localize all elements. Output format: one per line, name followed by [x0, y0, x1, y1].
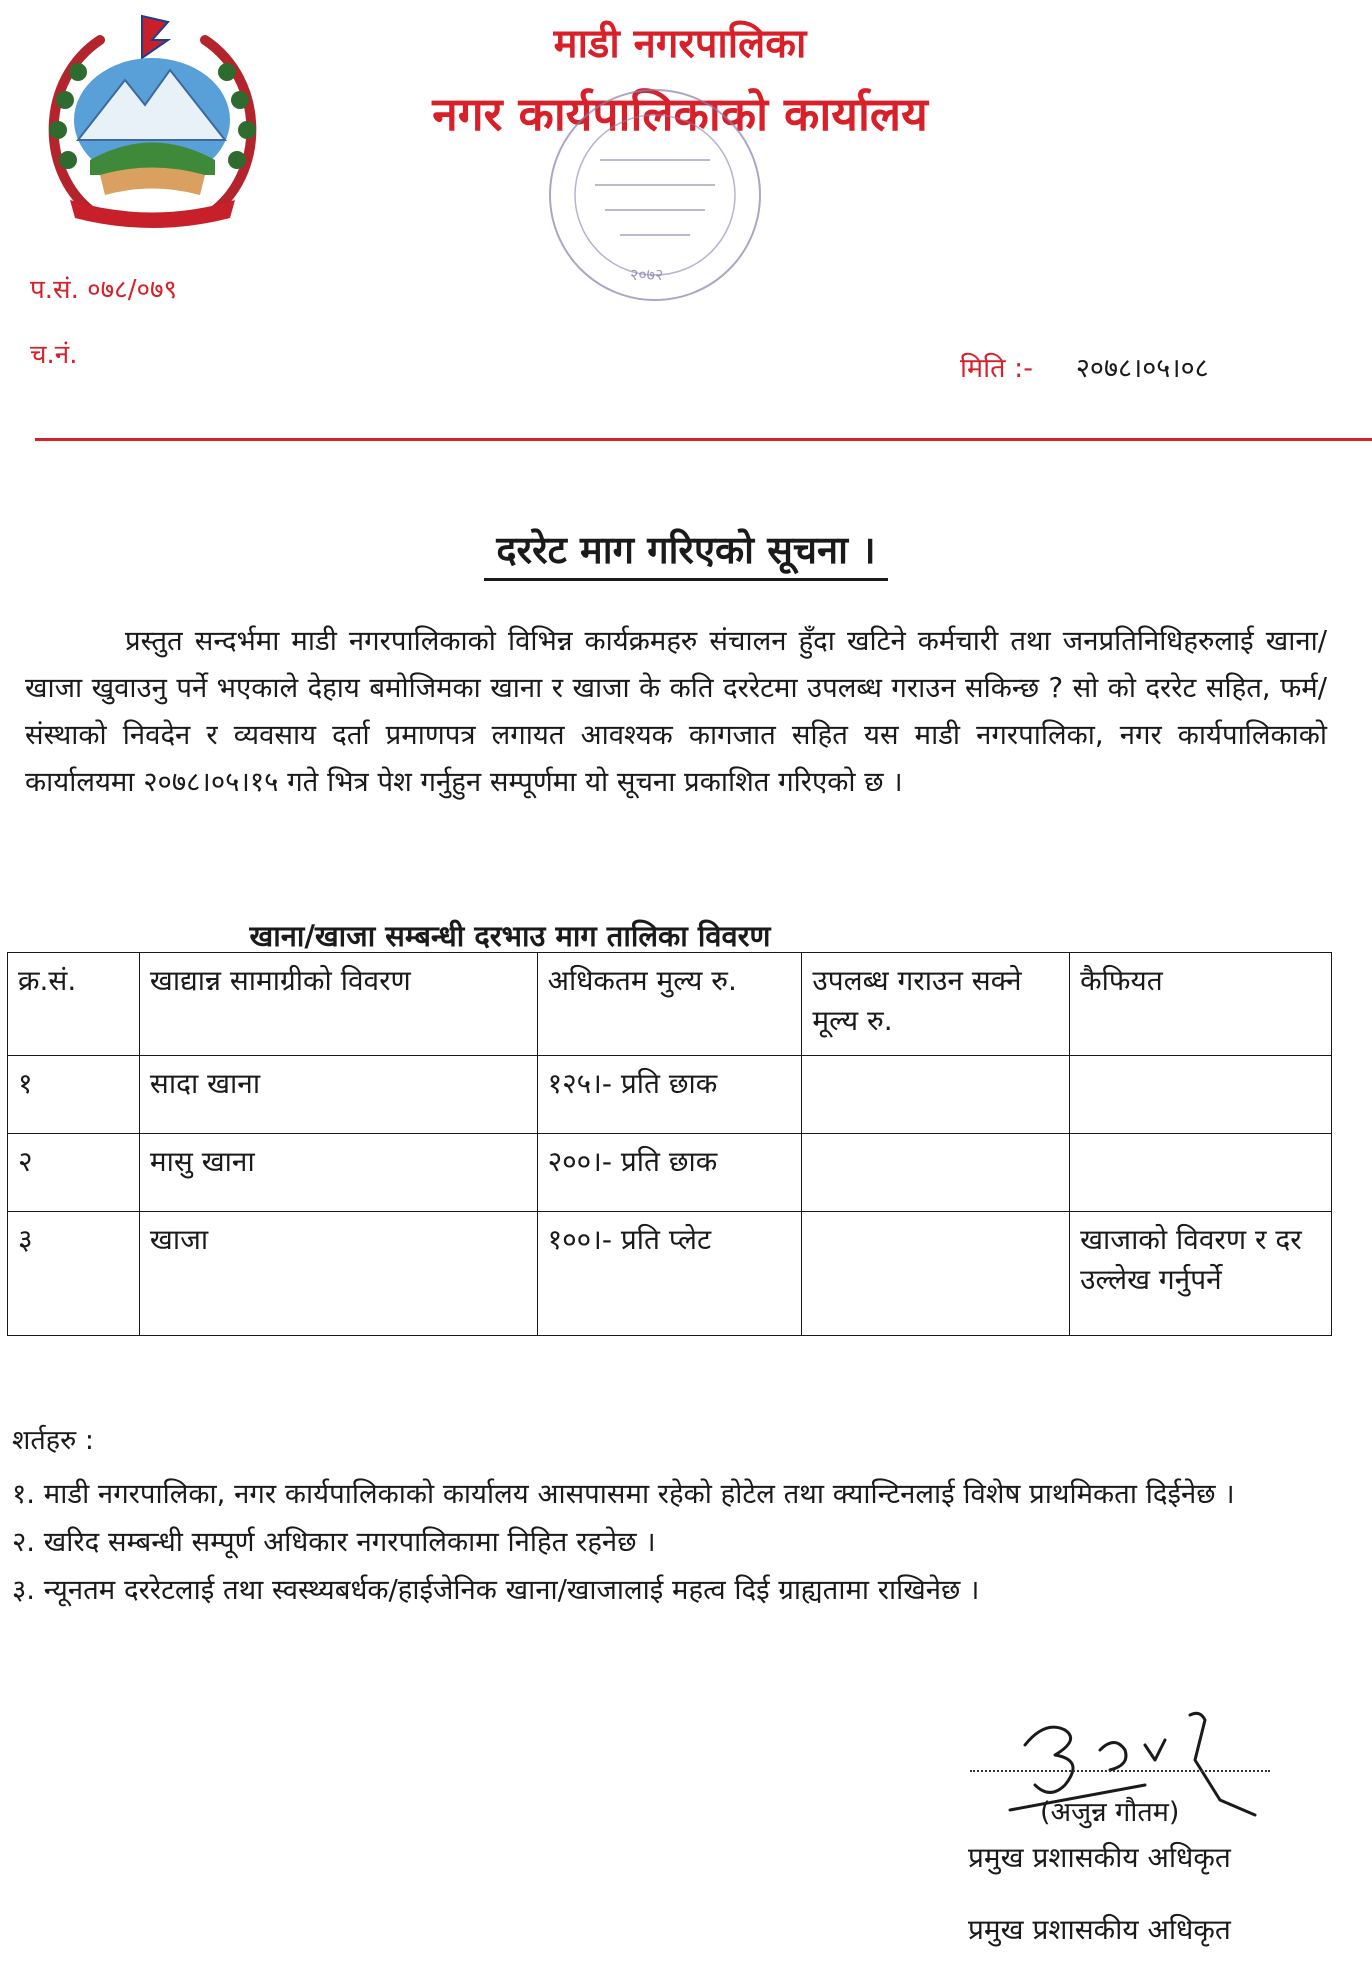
- header-item: खाद्यान्न सामाग्रीको विवरण: [139, 953, 537, 1056]
- cell-offer-price: [802, 1212, 1070, 1336]
- table-caption: खाना/खाजा सम्बन्धी दरभाउ माग तालिका विवरण: [249, 919, 771, 953]
- cell-remarks: खाजाको विवरण र दर उल्लेख गर्नुपर्ने: [1070, 1212, 1332, 1336]
- term-item: २. खरिद सम्बन्धी सम्पूर्ण अधिकार नगरपालिकामा निहित रहनेछ ।: [12, 1526, 656, 1558]
- cell-sn: २: [8, 1134, 140, 1212]
- date-value: २०७८।०५।०८: [1075, 353, 1209, 384]
- ref-label: प.सं.: [30, 275, 79, 305]
- signatory-name: (अजुन्न गौतम): [1040, 1797, 1180, 1828]
- nepal-government-emblem-icon: [30, 10, 275, 240]
- cn-label: च.नं.: [30, 340, 78, 370]
- office-title: नगर कार्यपालिकाको कार्यालय: [432, 87, 928, 141]
- svg-text:२०७२: २०७२: [630, 265, 664, 284]
- dispatch-number: [30, 335, 77, 371]
- cell-item: खाजा: [139, 1212, 537, 1336]
- office-seal-stamp: [520, 70, 790, 320]
- signature-line: [970, 1770, 1270, 1772]
- reference-number: [30, 270, 177, 306]
- cell-remarks: [1070, 1056, 1332, 1134]
- cell-item: मासु खाना: [139, 1134, 537, 1212]
- cell-offer-price: [802, 1134, 1070, 1212]
- cell-remarks: [1070, 1134, 1332, 1212]
- table-row: [8, 1212, 1332, 1336]
- cell-item: सादा खाना: [139, 1056, 537, 1134]
- office-name: माडी नगरपालिका: [553, 21, 807, 67]
- term-item: ३. न्यूनतम दररेटलाई तथा स्वस्थ्यबर्धक/हाईजेनिक खाना/खाजालाई महत्व दिई ग्राह्यतामा राखिनेछ ।: [12, 1574, 980, 1606]
- table-row: [8, 1134, 1332, 1212]
- cell-max-price: १२५।- प्रति छाक: [537, 1056, 802, 1134]
- term-item: १. माडी नगरपालिका, नगर कार्यपालिकाको कार्यालय आसपासमा रहेको होटेल तथा क्यान्टिनलाई विशेष प्राथमिकता दिईनेछ ।: [12, 1478, 1235, 1510]
- cell-max-price: २००।- प्रति छाक: [537, 1134, 802, 1212]
- signatory-designation: प्रमुख प्रशासकीय अधिकृत: [968, 1841, 1231, 1874]
- ref-value: ०७८/०७९: [87, 275, 178, 305]
- table-header-row: [8, 953, 1332, 1056]
- cell-offer-price: [802, 1056, 1070, 1134]
- header-remarks: कैफियत: [1070, 953, 1332, 1056]
- notice-body: प्रस्तुत सन्दर्भमा माडी नगरपालिकाको विभिन्न कार्यक्रमहरु संचालन हुँदा खटिने कर्मचारी तथा जनप्रतिनिधिहरुलाई खाना/खाजा खुवाउनु पर्ने भएकाले देहाय बमोजिमका खाना र खाजा के कति दररेटमा उपलब्ध गराउन सकिन्छ ? सो को दररेट सहित, फर्म/संस्थाको निवदेन र व्यवसाय दर्ता प्रमाणपत्र लगायत आवश्यक कागजात सहित यस माडी नगरपालिका, नगर कार्यपालिकाको कार्यालयमा २०७८।०५।१५ गते भित्र पेश गर्नुहुन सम्पूर्णमा यो सूचना प्रकाशित गरिएको छ ।: [25, 625, 1327, 798]
- date-label: मिति :-: [960, 353, 1033, 384]
- header-sn: क्र.सं.: [8, 953, 140, 1056]
- header-max-price: अधिकतम मुल्य रु.: [537, 953, 802, 1056]
- terms-list: [12, 1470, 1330, 1614]
- notice-title-text: दररेट माग गरिएको सूचना ।: [484, 528, 887, 581]
- header-divider: [35, 438, 1372, 441]
- cell-max-price: १००।- प्रति प्लेट: [537, 1212, 802, 1336]
- table-row: [8, 1056, 1332, 1134]
- date: [960, 348, 1209, 385]
- rate-table: [7, 952, 1332, 1336]
- cell-sn: १: [8, 1056, 140, 1134]
- cell-sn: ३: [8, 1212, 140, 1336]
- signatory-designation-repeat: प्रमुख प्रशासकीय अधिकृत: [968, 1913, 1231, 1946]
- notice-title: [0, 523, 1372, 575]
- terms-heading: शर्तहरु :: [12, 1425, 94, 1456]
- header-offer-price: उपलब्ध गराउन सक्ने मूल्य रु.: [802, 953, 1070, 1056]
